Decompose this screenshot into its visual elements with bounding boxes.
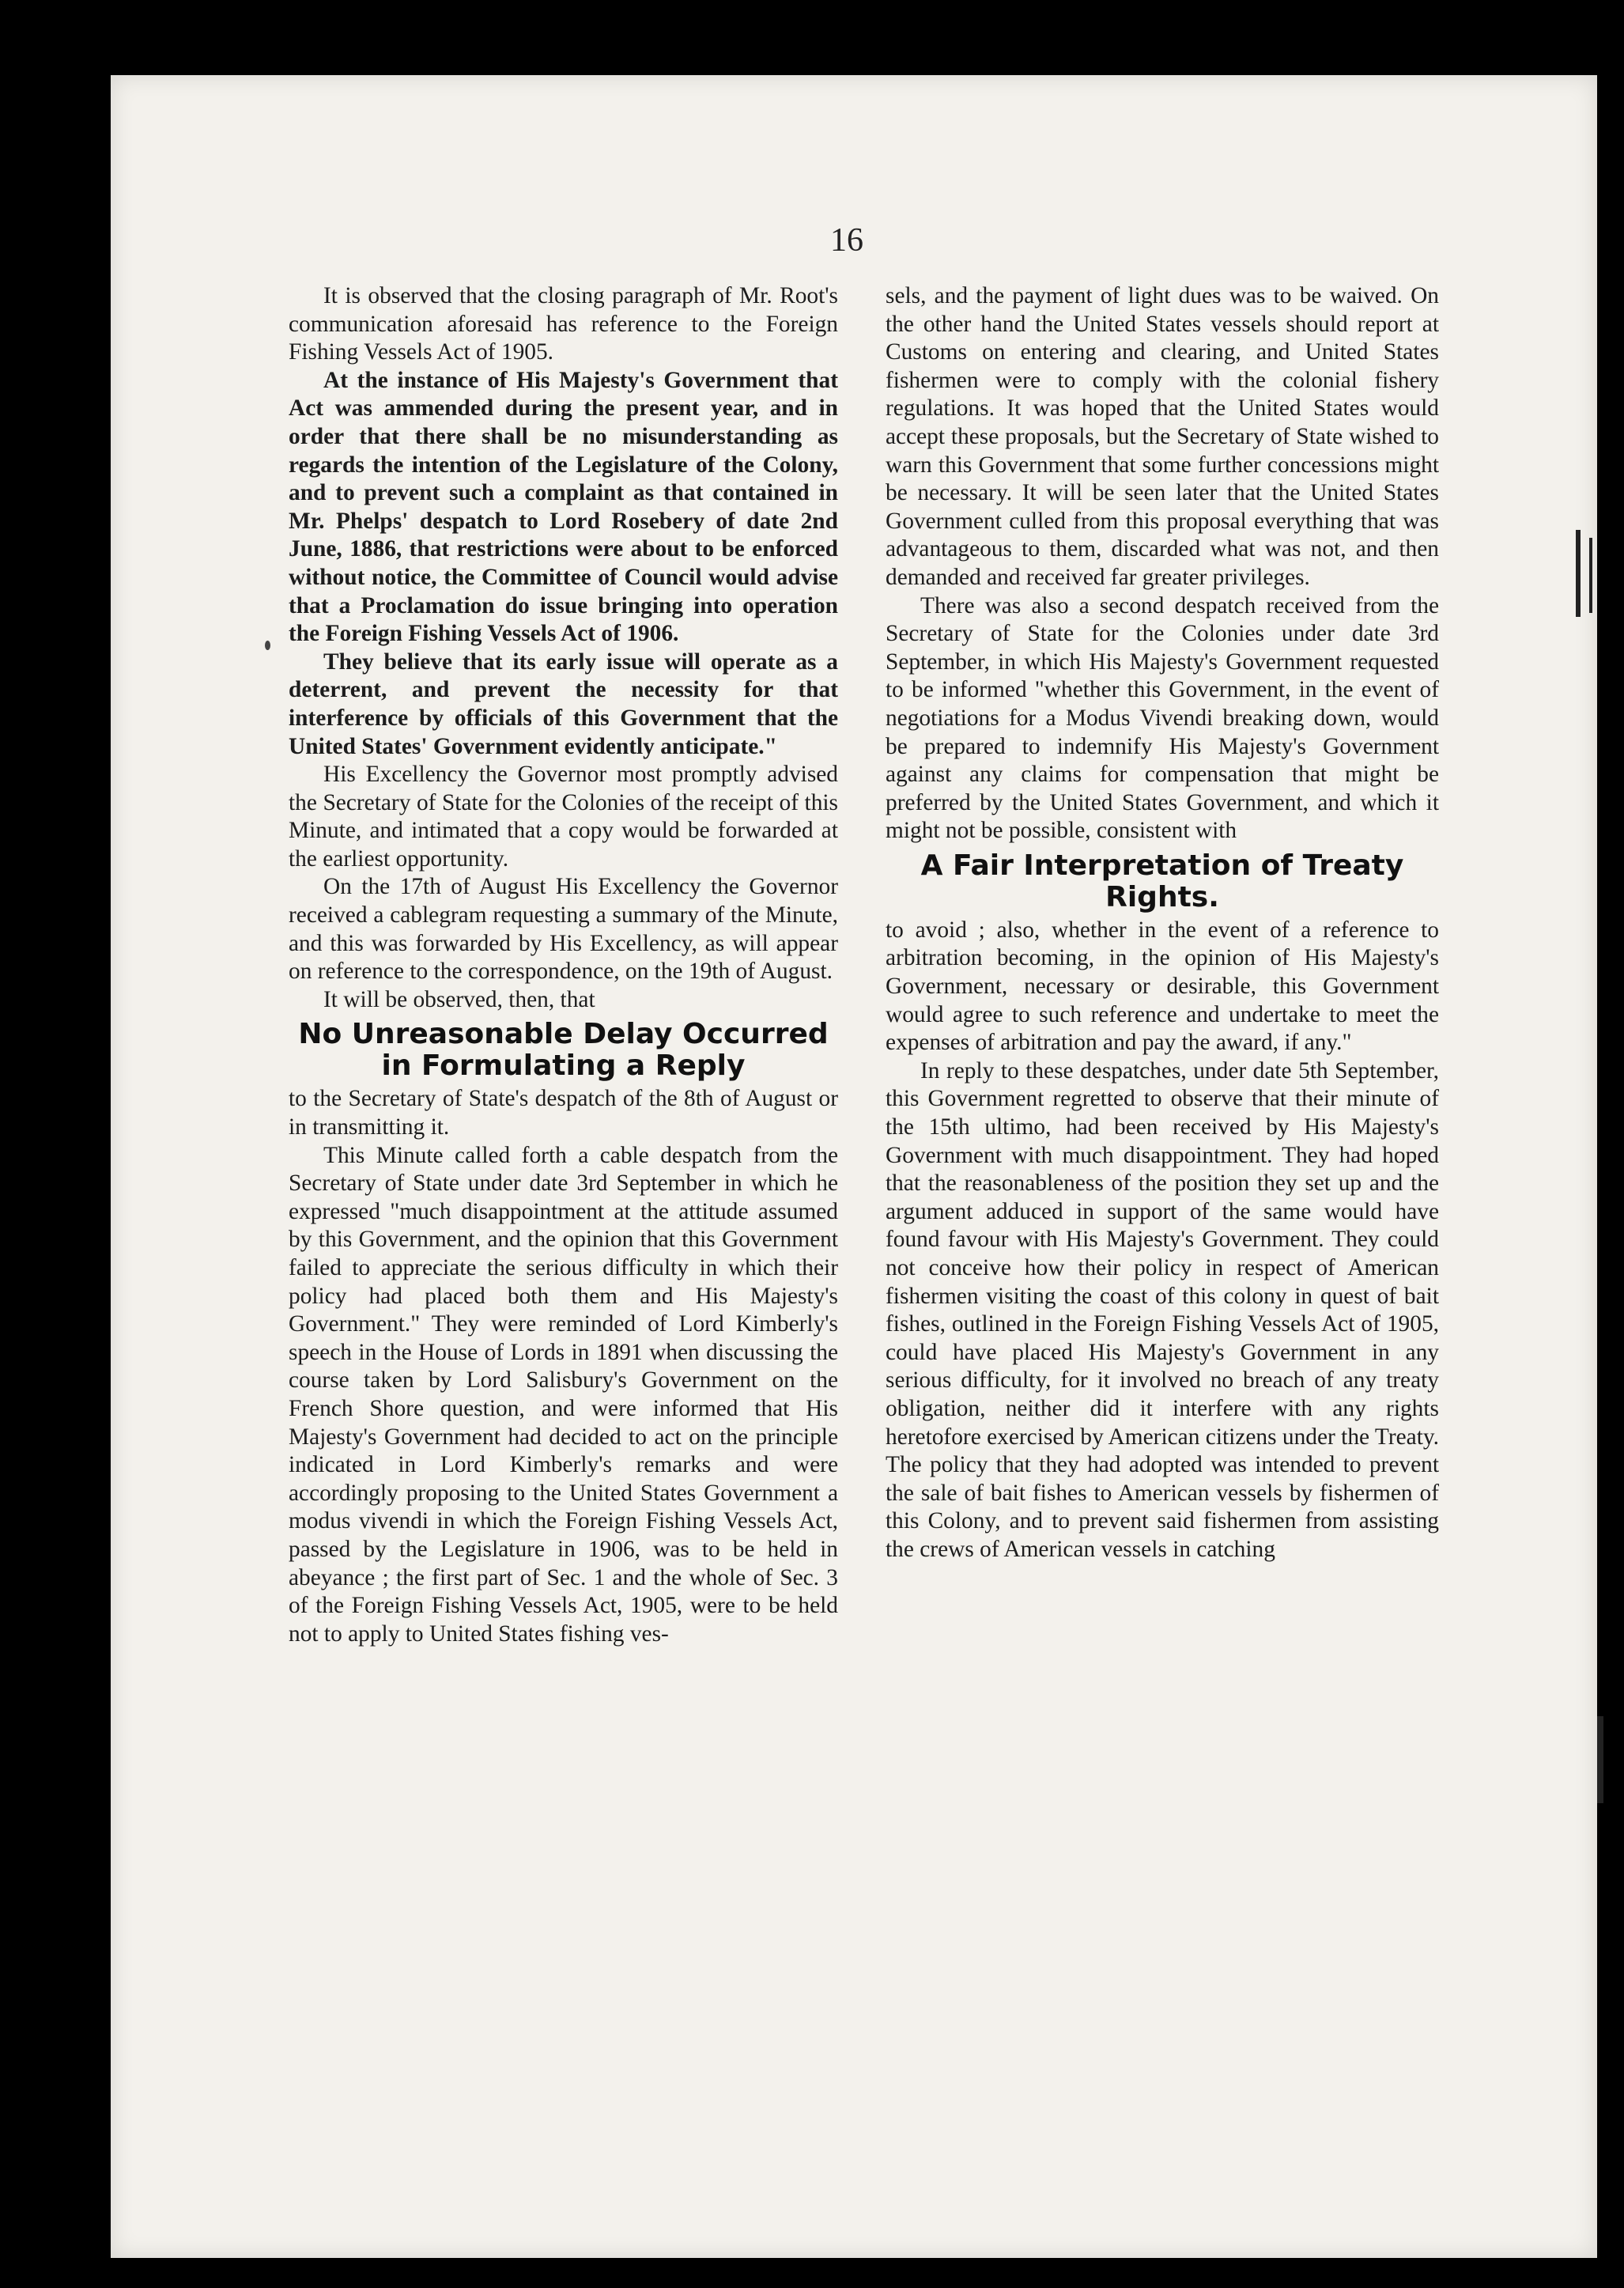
margin-mark [1589, 538, 1592, 613]
paragraph: to avoid ; also, whether in the event of a reference to arbitration becoming, in the opinion of His Majesty's Government, necessary or desirable, this Government would agree to such reference and undertake to meet the expenses of arbitration and pay the award, if any." [886, 917, 1439, 1056]
paragraph: There was also a second despatch received from the Secretary of State for the Colonies under date 3rd September, in which His Majesty's Government requested to be informed "whether this Government, in the event of negotiations for a Modus Vivendi breaking down, would be prepared to indemnify His Majesty's Government against any claims for compensation that might be preferred by the United States Government, and which it might not be possible, consistent with [886, 592, 1439, 844]
margin-mark [1597, 1716, 1603, 1803]
margin-speck [265, 641, 270, 650]
section-headline: A Fair Interpretation of Treaty Rights. [920, 849, 1404, 913]
paragraph: They believe that its early issue will operate as a deterrent, and prevent the necessity for that interference by officials of this Government that the United States' Government evidently anticipate." [289, 649, 838, 759]
paragraph: On the 17th of August His Excellency the Governor received a cablegram requesting a summary of the Minute, and this was forwarded by His Excellency, as will appear on reference to the correspondence, on the 19th of August. [289, 874, 838, 985]
paragraph: to the Secretary of State's despatch of the 8th of August or in transmitting it. [289, 1086, 838, 1140]
paragraph: It is observed that the closing paragraph of Mr. Root's communication aforesaid has reference to the Foreign Fishing Vessels Act of 1905. [289, 283, 838, 365]
paragraph: This Minute called forth a cable despatch from the Secretary of State under date 3rd September in which he expressed "much disappointment at the attitude assumed by this Government, and the opinion that this Government failed to appreciate the serious difficulty in which their policy had placed both them and His Majesty's Government." They were reminded of Lord Kimberly's speech in the House of Lords in 1891 when discussing the course taken by Lord Salisbury's Government on the French Shore question, and were informed that His Majesty's Government had decided to act on the principle indicated in Lord Kimberly's remarks and were accordingly proposing to the United States Government a modus vivendi in which the Foreign Fishing Vessels Act, passed by the Legislature in 1906, was to be held in abeyance ; the first part of Sec. 1 and the whole of Sec. 3 of the Foreign Fishing Vessels Act, 1905, were to be held not to apply to United States fishing ves- [289, 1142, 838, 1647]
page-number: 16 [830, 222, 863, 259]
left-column [289, 282, 838, 1648]
paragraph: In reply to these despatches, under date 5th September, this Government regretted to observe that their minute of the 15th ultimo, had been received by His Majesty's Government with much disappointment. They had hoped that the reasonableness of the position they set up and the argument adduced in support of the same would have found favour with His Majesty's Government. They could not conceive how their policy in respect of American fishermen visiting the coast of this colony in quest of bait fishes, outlined in the Foreign Fishing Vessels Act of 1905, could have placed His Majesty's Government in any serious difficulty, for it involved no breach of any treaty obligation, neither did it interfere with any rights heretofore exercised by American citizens under the Treaty. The policy that they had adopted was intended to prevent the sale of bait fishes to American vessels by fishermen of this Colony, and to prevent said fishermen from assisting the crews of American vessels in catching [886, 1057, 1439, 1562]
margin-mark [1576, 530, 1581, 617]
document-page [111, 75, 1597, 2258]
paragraph: At the instance of His Majesty's Government that Act was ammended during the present year, and in order that there shall be no misunderstanding as regards the intention of the Legislature of the Colony, and to prevent such a complaint as that contained in Mr. Phelps' despatch to Lord Rosebery of date 2nd June, 1886, that restrictions were about to be enforced without notice, the Committee of Council would advise that a Proclamation do issue bringing into operation the Foreign Fishing Vessels Act of 1906. [289, 367, 838, 647]
right-column [886, 282, 1439, 1564]
paragraph: His Excellency the Governor most promptly advised the Secretary of State for the Colonies of the receipt of this Minute, and intimated that a copy would be forwarded at the earliest opportunity. [289, 762, 838, 872]
section-headline: No Unreasonable Delay Occurred in Formulating a Reply [298, 1018, 829, 1083]
paragraph: sels, and the payment of light dues was to be waived. On the other hand the United States vessels should report at Customs on entering and clearing, and United States fishermen were to comply with the colonial fishery regulations. It was hoped that the United States would accept these proposals, but the Secretary of State wished to warn this Government that some further concessions might be necessary. It will be seen later that the United States Government culled from this proposal everything that was advantageous to them, discarded what was not, and then demanded and received far greater privileges. [886, 283, 1439, 590]
paragraph: It will be observed, then, that [323, 986, 595, 1012]
